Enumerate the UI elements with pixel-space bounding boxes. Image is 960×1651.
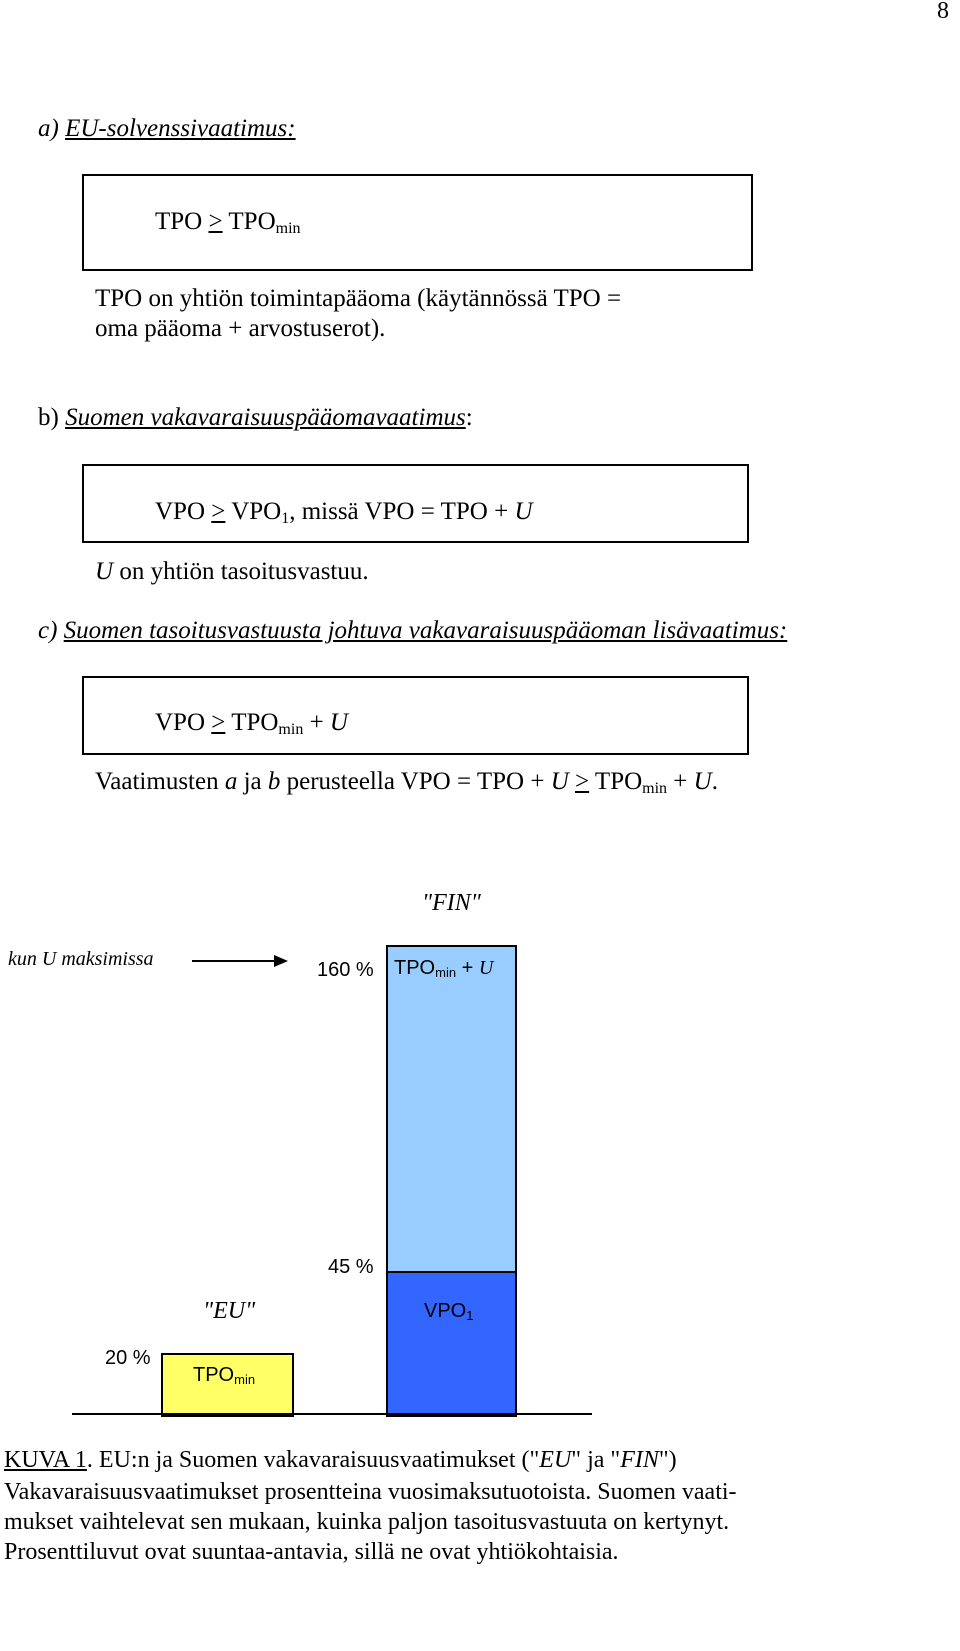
bar-fin-top (386, 945, 517, 1272)
section-c-heading (38, 617, 787, 645)
note-c-part: perusteella VPO = TPO + (280, 768, 551, 795)
formula-a-rhs: TPO (228, 208, 276, 235)
note-c-a: a (224, 768, 238, 795)
bar-vpo1-text: VPO (424, 1300, 467, 1322)
chart-baseline (72, 1413, 592, 1415)
section-b-note-u: U (95, 558, 114, 585)
formula-b-u: U (514, 498, 533, 525)
formula-c (155, 709, 348, 737)
bar-top-label-text: TPO (394, 957, 436, 979)
note-c-part: + (667, 768, 694, 795)
formula-b-op: > (211, 498, 226, 525)
note-c-part: Vaatimusten (95, 768, 225, 795)
fin-label: "FIN" (422, 890, 481, 916)
pct-20-label: 20 % (105, 1347, 151, 1369)
caption-fin: FIN (620, 1447, 659, 1473)
section-c-title: Suomen tasoitusvastuusta johtuva vakavaraisuuspääoman lisävaatimus: (63, 617, 788, 644)
note-c-u: U (550, 768, 569, 795)
section-a-letter: a) (38, 115, 66, 142)
bar-top-label-sub: min (435, 965, 457, 980)
page-number: 8 (937, 0, 949, 24)
formula-b (155, 498, 533, 526)
note-c-part: ja (237, 768, 268, 795)
eu-label: "EU" (203, 1298, 256, 1324)
section-a-note-line2: oma pääoma + arvostuserot). (95, 315, 386, 342)
caption-line3: mukset vaihtelevat sen mukaan, kuinka paljon tasoitusvastuuta on kertynyt. (4, 1509, 730, 1535)
formula-c-u: U (329, 709, 348, 736)
caption-line1 (4, 1447, 677, 1474)
formula-b-tail: , missä VPO = TPO + (289, 498, 515, 525)
formula-b-rhs: VPO (231, 498, 282, 525)
bar-fin-vpo1 (386, 1271, 517, 1417)
note-c-sub: min (642, 780, 668, 797)
note-c-u: U (693, 768, 712, 795)
section-b-note (95, 558, 369, 586)
formula-a-op: > (208, 208, 223, 235)
section-b-letter: b) (38, 404, 59, 431)
bar-eu-text: TPO (193, 1364, 235, 1386)
formula-c-lhs: VPO (155, 709, 206, 736)
bar-vpo1-sub: 1 (466, 1308, 474, 1323)
arrow-caption: kun U maksimissa (8, 948, 154, 970)
section-c-note (95, 768, 718, 796)
bar-eu-sub: min (234, 1372, 256, 1387)
note-c-part: . (711, 768, 718, 795)
formula-c-plus: + (303, 709, 330, 736)
note-c-op: > (575, 768, 590, 795)
caption-line4: Prosenttiluvut ovat suuntaa-antavia, sillä ne ovat yhtiökohtaisia. (4, 1539, 619, 1565)
bar-top-label-u: U (478, 957, 494, 979)
pct-160-label: 160 % (317, 959, 374, 981)
formula-a-sub: min (275, 220, 301, 237)
caption-line2: Vakavaraisuusvaatimukset prosentteina vuosimaksutuotoista. Suomen vaati- (4, 1479, 737, 1505)
caption-part: ") (658, 1447, 677, 1473)
bar-top-label-plus: + (456, 957, 479, 979)
section-b-colon: : (465, 404, 473, 431)
note-c-part: TPO (589, 768, 643, 795)
section-c-letter: c) (38, 617, 58, 644)
section-a-note-line1: TPO on yhtiön toimintapääoma (käytännössä TPO = (95, 285, 622, 312)
formula-a-lhs: TPO (155, 208, 203, 235)
formula-c-rhs: TPO (231, 709, 279, 736)
section-b-title: Suomen vakavaraisuuspääomavaatimus (65, 404, 466, 431)
caption-part: . EU:n ja Suomen vakavaraisuusvaatimukset (" (86, 1447, 540, 1473)
bar-eu-label (193, 1364, 255, 1387)
formula-b-sub: 1 (281, 510, 290, 527)
section-a-title: EU-solvenssivaatimus: (65, 115, 296, 142)
formula-c-sub: min (278, 721, 304, 738)
arrow-icon (190, 950, 290, 970)
caption-kuva: KUVA 1 (4, 1447, 87, 1473)
pct-45-label: 45 % (328, 1256, 374, 1278)
caption-eu: EU (539, 1447, 572, 1473)
note-c-b: b (267, 768, 281, 795)
bar-vpo1-label (424, 1300, 473, 1323)
formula-c-op: > (211, 709, 226, 736)
formula-b-lhs: VPO (155, 498, 206, 525)
formula-a (155, 208, 301, 236)
section-b-heading (38, 404, 473, 432)
section-b-note-rest: on yhtiön tasoitusvastuu. (113, 558, 369, 585)
caption-part: " ja " (571, 1447, 621, 1473)
section-a-heading (38, 115, 296, 143)
bar-top-label (394, 957, 493, 980)
